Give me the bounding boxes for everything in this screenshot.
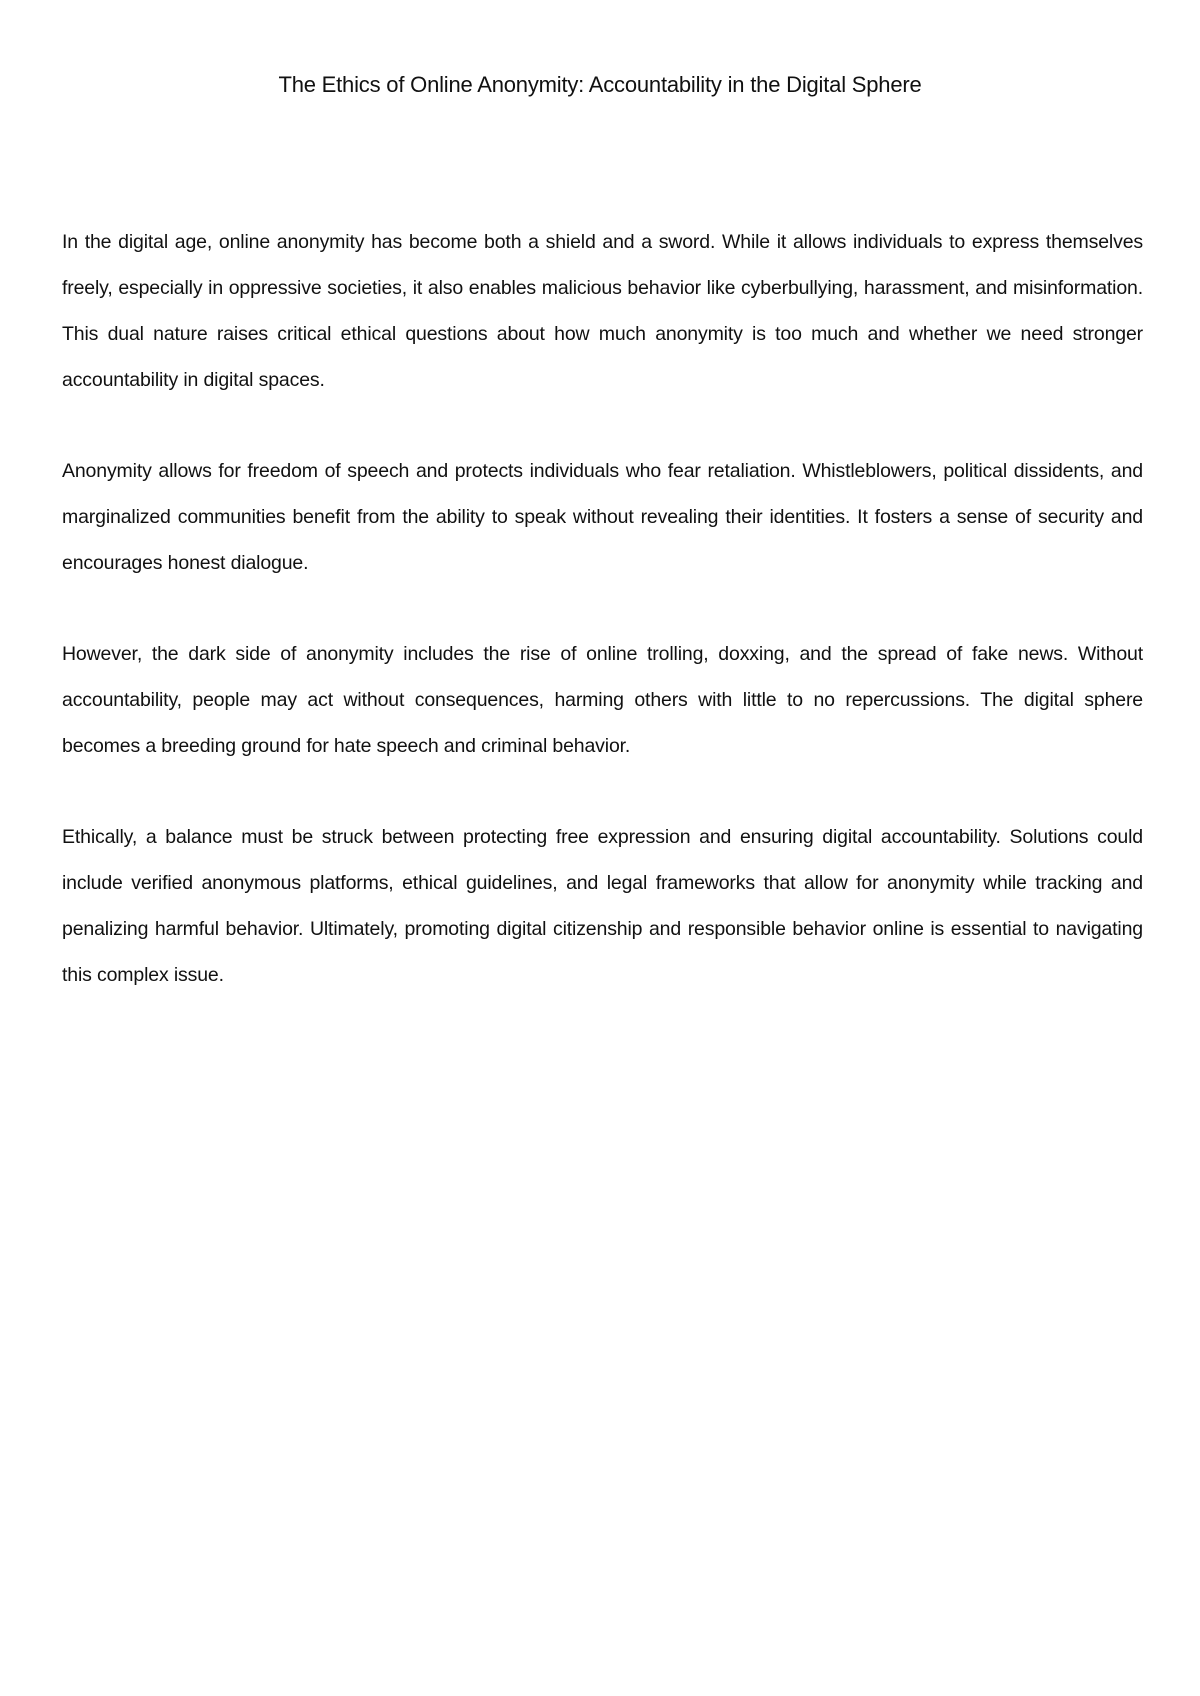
paragraph-benefits: Anonymity allows for freedom of speech and protects individuals who fear retaliation. Whistleblowers, political dissidents, and marginalized communities benefit from the ability to speak without revealing their identities. It fosters a sense of security and encourages honest dialogue. xyxy=(62,460,1143,574)
document-title: The Ethics of Online Anonymity: Accountability in the Digital Sphere xyxy=(278,72,922,97)
paragraph-dark-side: However, the dark side of anonymity includes the rise of online trolling, doxxing, and the spread of fake news. Without accountability, people may act without consequences, harming others with little to no repercussions. The digital sphere becomes a breeding ground for hate speech and criminal behavior. xyxy=(62,643,1143,757)
paragraph-conclusion: Ethically, a balance must be struck between protecting free expression and ensuring digital accountability. Solutions could include verified anonymous platforms, ethical guidelines, and legal frameworks that allow for anonymity while tracking and penalizing harmful behavior. Ultimately, promoting digital citizenship and responsible behavior online is essential to navigating this complex issue. xyxy=(62,826,1143,986)
paragraph-introduction: In the digital age, online anonymity has become both a shield and a sword. While it allows individuals to express themselves freely, especially in oppressive societies, it also enables malicious behavior like cyberbullying, harassment, and misinformation. This dual nature raises critical ethical questions about how much anonymity is too much and whether we need stronger accountability in digital spaces. xyxy=(62,231,1143,391)
